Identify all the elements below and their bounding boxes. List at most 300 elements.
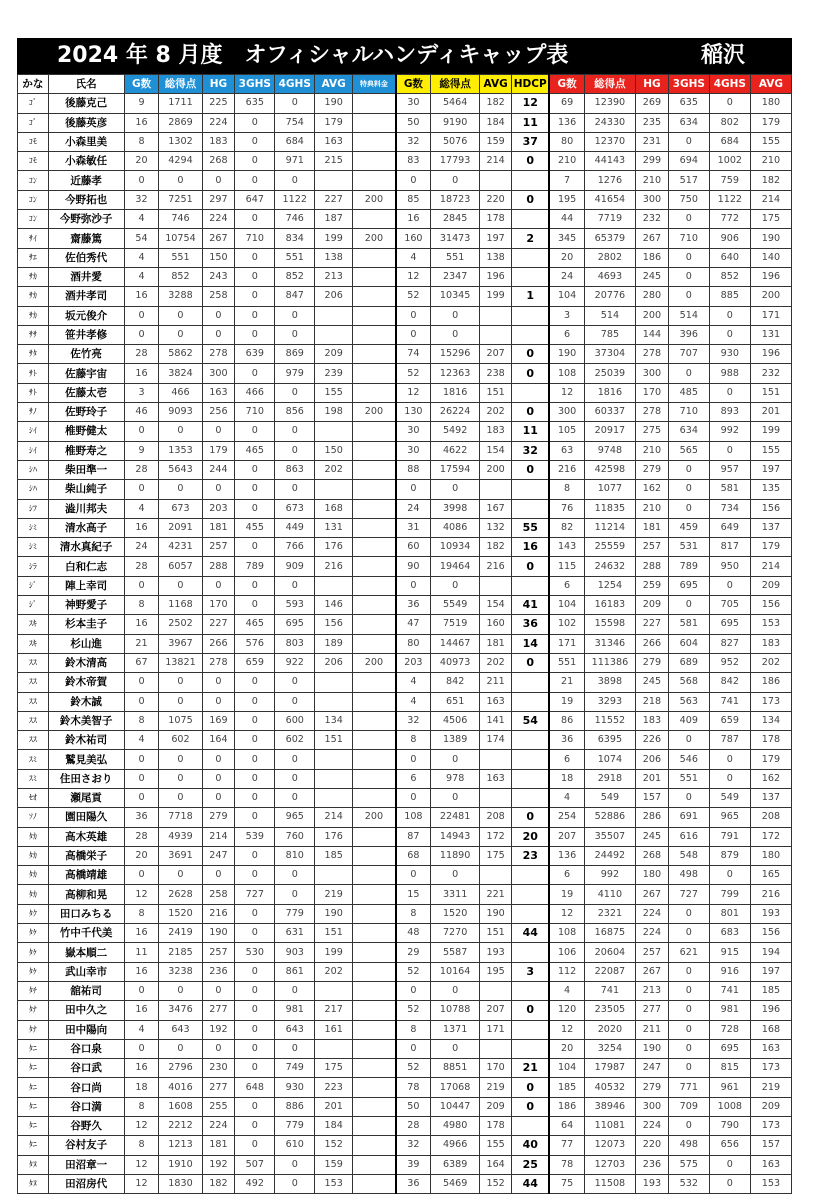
value-cell: 0: [275, 171, 315, 190]
value-cell: 257: [636, 943, 669, 962]
value-cell: 9093: [159, 403, 202, 422]
hdcp-cell: [512, 576, 550, 595]
hdcp-cell: [512, 769, 550, 788]
value-cell: 195: [480, 962, 512, 981]
table-row: [18, 325, 792, 344]
value-cell: 190: [636, 1039, 669, 1058]
value-cell: [353, 962, 396, 981]
value-cell: [315, 480, 353, 499]
value-cell: 0: [235, 1059, 275, 1078]
value-cell: 710: [668, 229, 709, 248]
value-cell: 3898: [584, 673, 635, 692]
value-cell: 277: [202, 1078, 235, 1097]
table-row: [18, 267, 792, 286]
hdcp-cell: 20: [512, 827, 550, 846]
value-cell: [353, 499, 396, 518]
value-cell: 297: [202, 190, 235, 209]
value-cell: 180: [750, 94, 791, 113]
name-cell: 鷲見美弘: [48, 750, 124, 769]
value-cell: 214: [202, 827, 235, 846]
value-cell: 179: [750, 750, 791, 769]
value-cell: 22087: [584, 962, 635, 981]
value-cell: 299: [636, 152, 669, 171]
value-cell: 0: [235, 325, 275, 344]
value-cell: 38946: [584, 1097, 635, 1116]
value-cell: 42598: [584, 460, 635, 479]
value-cell: 300: [636, 1097, 669, 1116]
value-cell: 146: [315, 596, 353, 615]
value-cell: 196: [480, 267, 512, 286]
value-cell: 210: [636, 499, 669, 518]
value-cell: 230: [202, 1059, 235, 1078]
value-cell: 215: [315, 152, 353, 171]
value-cell: 1520: [159, 904, 202, 923]
value-cell: 184: [315, 1117, 353, 1136]
value-cell: 0: [235, 171, 275, 190]
value-cell: 1830: [159, 1174, 202, 1193]
value-cell: 0: [124, 306, 159, 325]
value-cell: 992: [709, 422, 750, 441]
value-cell: 1389: [431, 731, 480, 750]
kana-cell: ｼﾞ: [18, 596, 49, 615]
hdcp-cell: 55: [512, 518, 550, 537]
value-cell: 466: [159, 383, 202, 402]
value-cell: 16: [124, 1001, 159, 1020]
value-cell: 39: [396, 1155, 431, 1174]
value-cell: 50: [396, 1097, 431, 1116]
value-cell: 11: [124, 943, 159, 962]
value-cell: 728: [709, 1020, 750, 1039]
kana-cell: ｺﾝ: [18, 210, 49, 229]
value-cell: [480, 171, 512, 190]
value-cell: 279: [636, 460, 669, 479]
value-cell: 746: [159, 210, 202, 229]
name-cell: 谷村友子: [48, 1136, 124, 1155]
table-row: [18, 1117, 792, 1136]
value-cell: 14467: [431, 634, 480, 653]
header-cell: 4GHS: [709, 75, 750, 94]
value-cell: 192: [202, 1020, 235, 1039]
value-cell: 2502: [159, 615, 202, 634]
value-cell: [353, 846, 396, 865]
value-cell: 0: [235, 287, 275, 306]
name-cell: 田沼章一: [48, 1155, 124, 1174]
value-cell: 852: [275, 267, 315, 286]
value-cell: [353, 1020, 396, 1039]
value-cell: 25039: [584, 364, 635, 383]
kana-cell: ｽｽ: [18, 731, 49, 750]
value-cell: 220: [636, 1136, 669, 1155]
value-cell: 0: [235, 692, 275, 711]
value-cell: 0: [396, 576, 431, 595]
value-cell: 710: [235, 403, 275, 422]
value-cell: 1122: [275, 190, 315, 209]
value-cell: 257: [636, 538, 669, 557]
value-cell: 180: [636, 866, 669, 885]
name-cell: 住田さおり: [48, 769, 124, 788]
value-cell: 8: [396, 731, 431, 750]
table-row: [18, 1078, 792, 1097]
kana-cell: ｼｲ: [18, 422, 49, 441]
value-cell: 150: [202, 248, 235, 267]
value-cell: 3311: [431, 885, 480, 904]
value-cell: 87: [396, 827, 431, 846]
value-cell: 0: [235, 267, 275, 286]
value-cell: 206: [636, 750, 669, 769]
value-cell: 16: [124, 1059, 159, 1078]
value-cell: 847: [275, 287, 315, 306]
value-cell: 760: [275, 827, 315, 846]
value-cell: 178: [480, 210, 512, 229]
value-cell: 10447: [431, 1097, 480, 1116]
value-cell: 11552: [584, 711, 635, 730]
value-cell: 267: [636, 962, 669, 981]
value-cell: 193: [750, 904, 791, 923]
value-cell: 695: [709, 1039, 750, 1058]
table-row: [18, 962, 792, 981]
value-cell: 709: [668, 1097, 709, 1116]
value-cell: 1168: [159, 596, 202, 615]
hdcp-cell: 0: [512, 345, 550, 364]
name-cell: 瀬尾貢: [48, 788, 124, 807]
hdcp-cell: 0: [512, 403, 550, 422]
value-cell: 257: [202, 943, 235, 962]
hdcp-cell: 14: [512, 634, 550, 653]
value-cell: 254: [549, 808, 584, 827]
value-cell: 190: [480, 904, 512, 923]
table-row: [18, 210, 792, 229]
value-cell: 8: [124, 1136, 159, 1155]
hdcp-cell: [512, 981, 550, 1000]
table-row: [18, 673, 792, 692]
value-cell: 200: [480, 460, 512, 479]
kana-cell: ﾀﾆ: [18, 1039, 49, 1058]
hdcp-cell: 16: [512, 538, 550, 557]
value-cell: 83: [396, 152, 431, 171]
value-cell: 16: [124, 615, 159, 634]
value-cell: 54: [124, 229, 159, 248]
value-cell: 32: [396, 711, 431, 730]
kana-cell: ｻｶ: [18, 287, 49, 306]
value-cell: [353, 306, 396, 325]
value-cell: [353, 480, 396, 499]
value-cell: 169: [202, 711, 235, 730]
value-cell: 29: [396, 943, 431, 962]
header-cell: HG: [202, 75, 235, 94]
value-cell: 691: [668, 808, 709, 827]
value-cell: 1608: [159, 1097, 202, 1116]
value-cell: 190: [315, 94, 353, 113]
hdcp-cell: 36: [512, 615, 550, 634]
value-cell: 200: [353, 190, 396, 209]
value-cell: 197: [750, 962, 791, 981]
value-cell: 5469: [431, 1174, 480, 1193]
value-cell: [315, 422, 353, 441]
value-cell: 957: [709, 460, 750, 479]
value-cell: 531: [668, 538, 709, 557]
value-cell: 635: [668, 94, 709, 113]
value-cell: 8: [124, 711, 159, 730]
kana-cell: ﾀﾅ: [18, 1020, 49, 1039]
value-cell: 225: [202, 94, 235, 113]
hdcp-cell: 0: [512, 460, 550, 479]
value-cell: 0: [235, 480, 275, 499]
value-cell: 746: [275, 210, 315, 229]
value-cell: 634: [668, 113, 709, 132]
value-cell: 179: [202, 441, 235, 460]
value-cell: 245: [636, 673, 669, 692]
value-cell: 200: [353, 808, 396, 827]
value-cell: 710: [668, 403, 709, 422]
value-cell: 170: [636, 383, 669, 402]
value-cell: 224: [202, 210, 235, 229]
value-cell: 171: [750, 306, 791, 325]
value-cell: 2185: [159, 943, 202, 962]
value-cell: 247: [202, 846, 235, 865]
value-cell: 1008: [709, 1097, 750, 1116]
table-row: [18, 711, 792, 730]
value-cell: 275: [636, 422, 669, 441]
value-cell: 4506: [431, 711, 480, 730]
value-cell: 4: [549, 981, 584, 1000]
value-cell: 266: [202, 634, 235, 653]
value-cell: 0: [668, 287, 709, 306]
value-cell: 0: [235, 152, 275, 171]
value-cell: 12: [549, 904, 584, 923]
value-cell: 35507: [584, 827, 635, 846]
value-cell: [480, 1039, 512, 1058]
value-cell: 209: [750, 576, 791, 595]
header-cell: 特典料金: [353, 75, 396, 94]
value-cell: 179: [315, 113, 353, 132]
value-cell: 104: [549, 596, 584, 615]
value-cell: 245: [636, 267, 669, 286]
value-cell: [353, 171, 396, 190]
value-cell: [480, 866, 512, 885]
value-cell: 779: [275, 1117, 315, 1136]
kana-cell: ﾀﾆ: [18, 1136, 49, 1155]
value-cell: 209: [480, 1097, 512, 1116]
value-cell: 24330: [584, 113, 635, 132]
table-row: [18, 827, 792, 846]
value-cell: 0: [275, 788, 315, 807]
value-cell: 568: [668, 673, 709, 692]
value-cell: [353, 576, 396, 595]
kana-cell: ｻﾄ: [18, 383, 49, 402]
value-cell: 141: [480, 711, 512, 730]
value-cell: 269: [636, 94, 669, 113]
value-cell: 193: [480, 943, 512, 962]
hdcp-cell: [512, 943, 550, 962]
value-cell: 0: [235, 1001, 275, 1020]
hdcp-cell: [512, 325, 550, 344]
value-cell: 137: [750, 788, 791, 807]
value-cell: 8: [124, 132, 159, 151]
value-cell: 0: [124, 325, 159, 344]
value-cell: 278: [202, 345, 235, 364]
value-cell: 176: [315, 827, 353, 846]
value-cell: 196: [750, 1001, 791, 1020]
name-cell: 高橋栄子: [48, 846, 124, 865]
header-cell: G数: [549, 75, 584, 94]
value-cell: 207: [480, 345, 512, 364]
value-cell: 0: [124, 866, 159, 885]
value-cell: 2802: [584, 248, 635, 267]
value-cell: 551: [431, 248, 480, 267]
value-cell: 0: [668, 480, 709, 499]
name-cell: 田口みちる: [48, 904, 124, 923]
value-cell: 10788: [431, 1001, 480, 1020]
value-cell: 6395: [584, 731, 635, 750]
value-cell: 138: [315, 248, 353, 267]
value-cell: 0: [275, 1155, 315, 1174]
value-cell: 227: [315, 190, 353, 209]
value-cell: 0: [202, 692, 235, 711]
value-cell: 754: [275, 113, 315, 132]
value-cell: 3691: [159, 846, 202, 865]
value-cell: 19: [549, 692, 584, 711]
value-cell: 167: [480, 499, 512, 518]
value-cell: 3476: [159, 1001, 202, 1020]
value-cell: 277: [636, 1001, 669, 1020]
name-cell: 田中陽向: [48, 1020, 124, 1039]
value-cell: 4: [124, 731, 159, 750]
value-cell: 175: [315, 1059, 353, 1078]
value-cell: 779: [275, 904, 315, 923]
value-cell: 108: [549, 364, 584, 383]
table-row: [18, 287, 792, 306]
value-cell: 981: [709, 1001, 750, 1020]
value-cell: 0: [202, 788, 235, 807]
value-cell: [353, 94, 396, 113]
value-cell: 507: [235, 1155, 275, 1174]
value-cell: 0: [202, 576, 235, 595]
value-cell: 0: [235, 306, 275, 325]
value-cell: 201: [636, 769, 669, 788]
value-cell: 0: [124, 750, 159, 769]
value-cell: 0: [235, 981, 275, 1000]
value-cell: 0: [124, 480, 159, 499]
value-cell: 210: [750, 152, 791, 171]
value-cell: 0: [668, 596, 709, 615]
value-cell: 47: [396, 615, 431, 634]
value-cell: 20: [124, 846, 159, 865]
value-cell: 31: [396, 518, 431, 537]
kana-cell: ｺﾓ: [18, 132, 49, 151]
value-cell: 151: [315, 924, 353, 943]
value-cell: [480, 480, 512, 499]
header-row: [18, 75, 792, 94]
value-cell: 64: [549, 1117, 584, 1136]
value-cell: 182: [480, 94, 512, 113]
value-cell: 52: [396, 962, 431, 981]
value-cell: 203: [396, 653, 431, 672]
value-cell: 0: [124, 673, 159, 692]
value-cell: 4: [396, 673, 431, 692]
value-cell: 4693: [584, 267, 635, 286]
value-cell: 485: [668, 383, 709, 402]
value-cell: 78: [396, 1078, 431, 1097]
hdcp-cell: [512, 248, 550, 267]
kana-cell: ﾀﾆ: [18, 1097, 49, 1116]
value-cell: 16: [124, 924, 159, 943]
header-cell: AVG: [480, 75, 512, 94]
value-cell: 0: [668, 924, 709, 943]
kana-cell: ｼｲ: [18, 441, 49, 460]
value-cell: 766: [275, 538, 315, 557]
value-cell: 7251: [159, 190, 202, 209]
value-cell: 7: [549, 171, 584, 190]
value-cell: 154: [480, 441, 512, 460]
value-cell: 0: [235, 1097, 275, 1116]
value-cell: 11835: [584, 499, 635, 518]
value-cell: 8: [396, 1020, 431, 1039]
value-cell: [353, 1039, 396, 1058]
value-cell: 0: [202, 866, 235, 885]
value-cell: 0: [275, 1174, 315, 1193]
value-cell: 176: [315, 538, 353, 557]
name-cell: 竹中千代美: [48, 924, 124, 943]
value-cell: 80: [396, 634, 431, 653]
value-cell: 10345: [431, 287, 480, 306]
value-cell: 184: [480, 113, 512, 132]
value-cell: 161: [315, 1020, 353, 1039]
value-cell: 0: [431, 480, 480, 499]
value-cell: 576: [235, 634, 275, 653]
value-cell: 1520: [431, 904, 480, 923]
value-cell: 0: [668, 460, 709, 479]
value-cell: 213: [636, 981, 669, 1000]
value-cell: 6: [549, 576, 584, 595]
value-cell: 258: [202, 885, 235, 904]
value-cell: 209: [315, 345, 353, 364]
header-cell: G数: [124, 75, 159, 94]
value-cell: 3254: [584, 1039, 635, 1058]
value-cell: 0: [159, 1039, 202, 1058]
value-cell: 209: [750, 1097, 791, 1116]
value-cell: 112: [549, 962, 584, 981]
name-cell: 高柳和晃: [48, 885, 124, 904]
value-cell: 202: [750, 653, 791, 672]
value-cell: 16: [124, 287, 159, 306]
value-cell: 170: [202, 596, 235, 615]
kana-cell: ｻｶ: [18, 267, 49, 286]
name-cell: 佐竹亮: [48, 345, 124, 364]
value-cell: 0: [235, 769, 275, 788]
value-cell: 1213: [159, 1136, 202, 1155]
table-row: [18, 866, 792, 885]
kana-cell: ｻｴ: [18, 248, 49, 267]
value-cell: [315, 769, 353, 788]
value-cell: 0: [709, 576, 750, 595]
value-cell: [353, 769, 396, 788]
value-cell: 631: [275, 924, 315, 943]
header-cell: 総得点: [584, 75, 635, 94]
value-cell: 224: [202, 113, 235, 132]
table-row: [18, 538, 792, 557]
hdcp-cell: 3: [512, 962, 550, 981]
value-cell: 106: [549, 943, 584, 962]
value-cell: 163: [750, 1155, 791, 1174]
value-cell: 465: [235, 441, 275, 460]
table-row: [18, 557, 792, 576]
header-cell: かな: [18, 75, 49, 94]
value-cell: 879: [709, 846, 750, 865]
value-cell: 300: [202, 364, 235, 383]
kana-cell: ﾀｶ: [18, 866, 49, 885]
name-cell: 谷口尚: [48, 1078, 124, 1097]
value-cell: 2212: [159, 1117, 202, 1136]
